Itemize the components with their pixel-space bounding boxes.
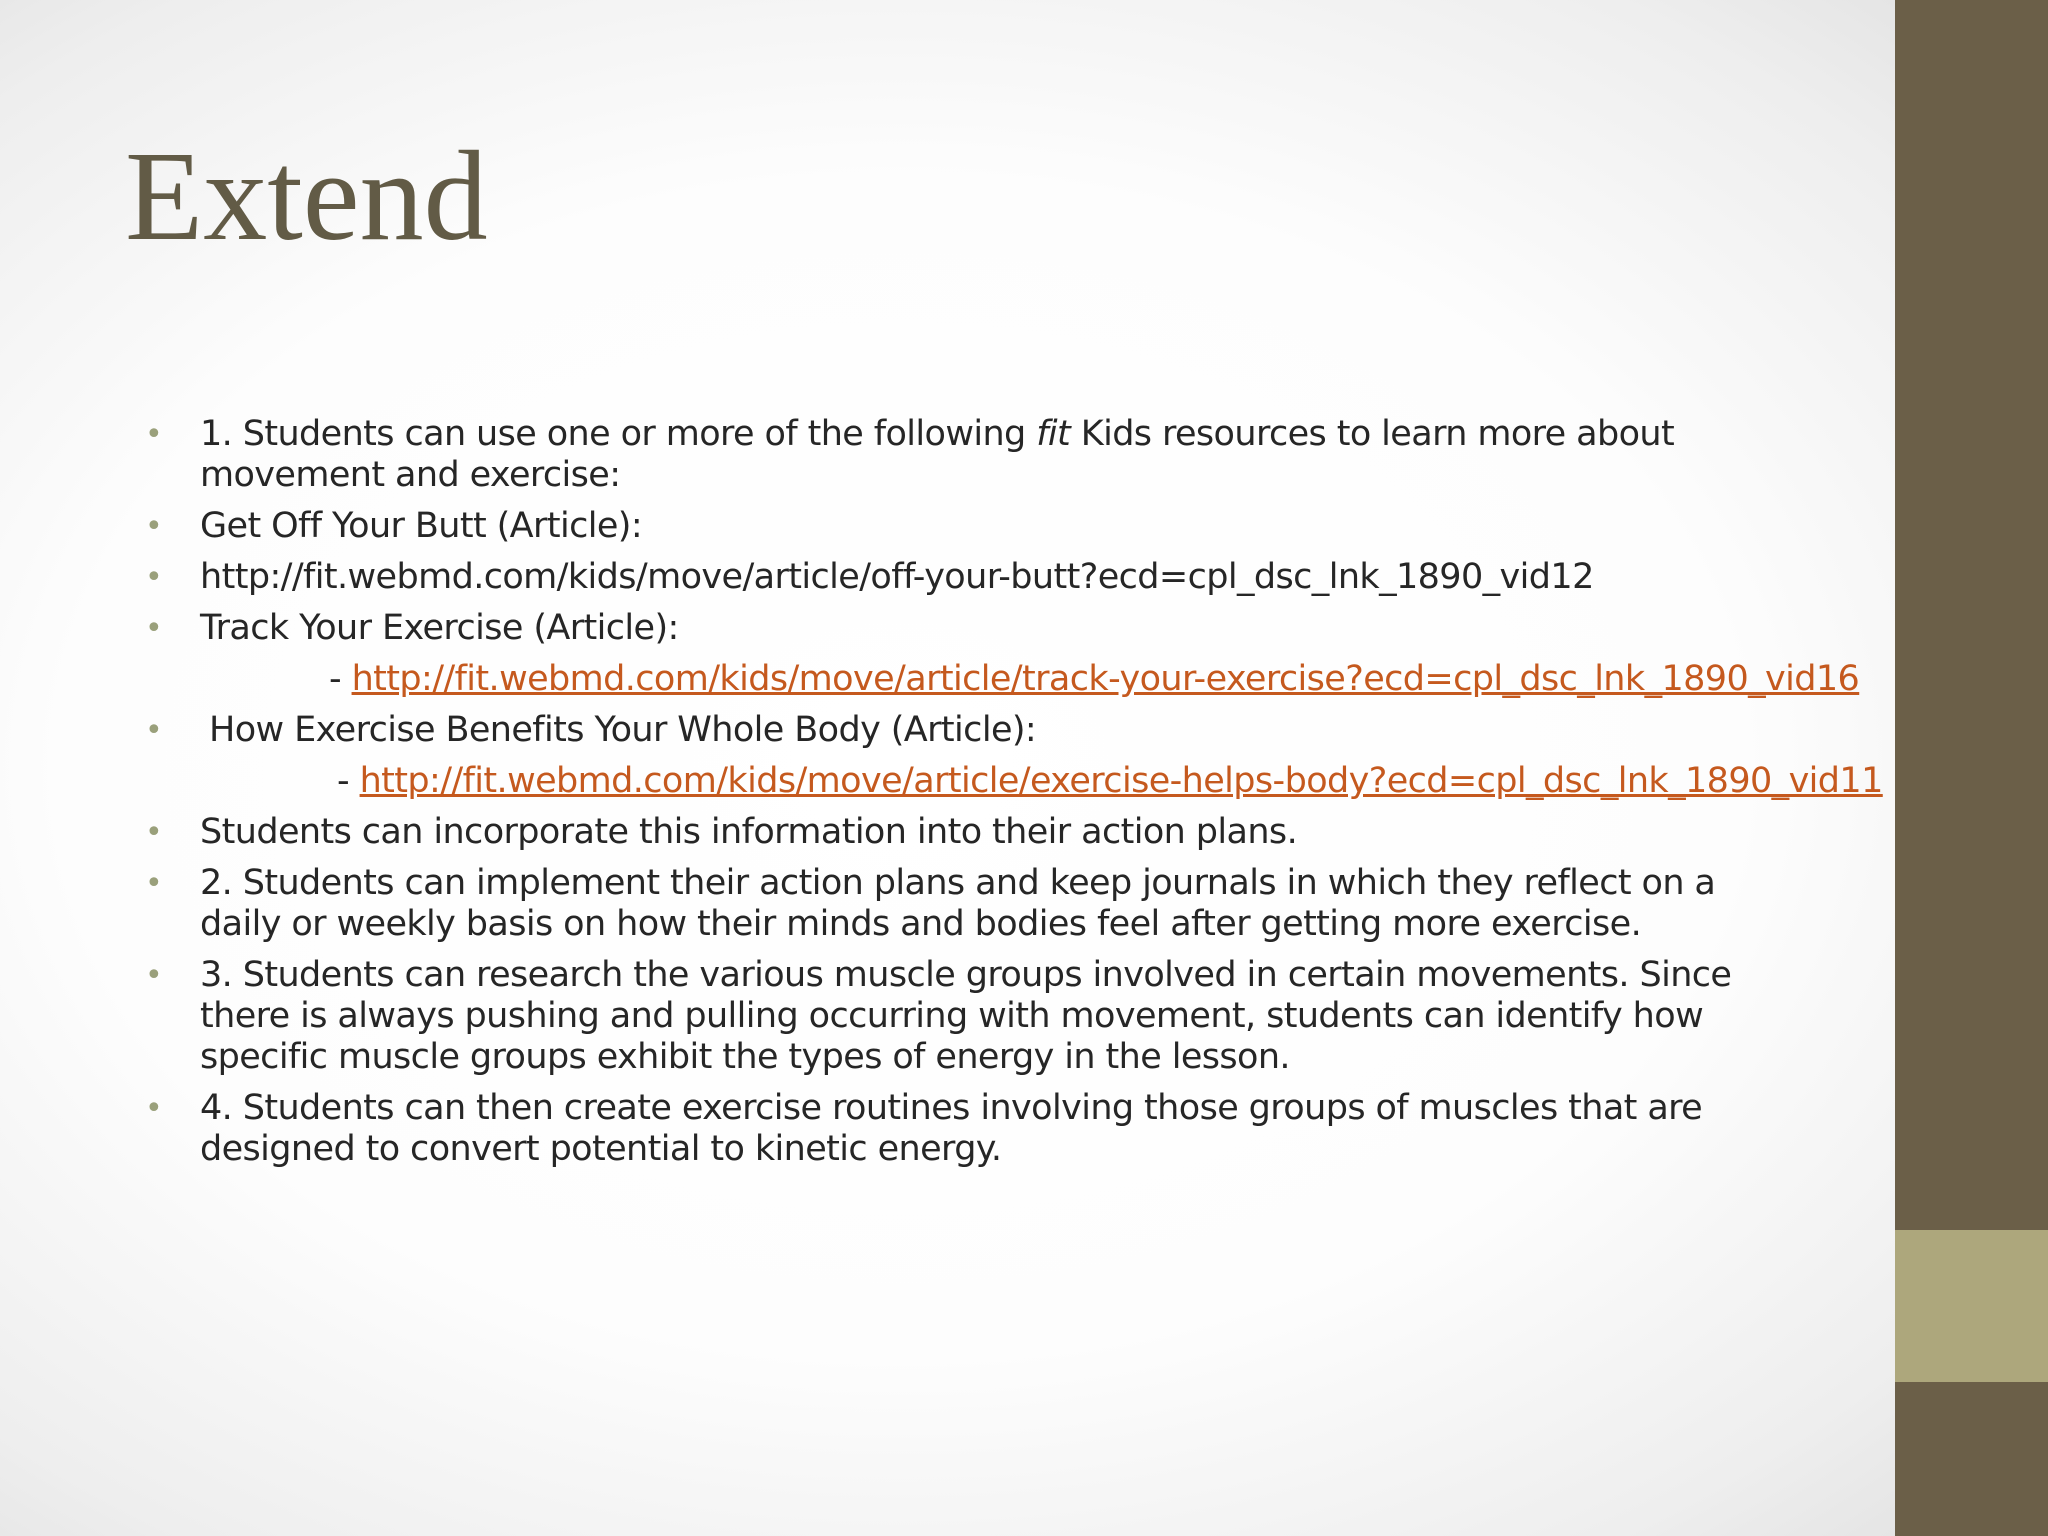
bullet-item [0, 863, 1895, 945]
bullet-icon: • [145, 713, 163, 748]
bullet-item [0, 812, 1895, 853]
item-emphasis: fit [1036, 414, 1071, 454]
item-text: How Exercise Benefits Your Whole Body (Article): [209, 710, 1037, 750]
bullet-icon: • [145, 417, 163, 452]
bullet-item [0, 506, 1895, 547]
item-text: 2. Students can implement their action plans and keep journals in which they reflect on a daily or weekly basis on how their minds and bodies feel after getting more exercise. [200, 863, 1716, 944]
item-text: Kids resources to learn more about movement and exercise: [200, 414, 1675, 495]
link-line [0, 659, 1895, 700]
bullet-icon: • [145, 611, 163, 646]
bullet-item [0, 710, 1895, 751]
link-line [0, 761, 1895, 802]
bullet-item [0, 557, 1895, 598]
item-text: Students can incorporate this information into their action plans. [200, 812, 1298, 852]
item-text: 1. Students can use one or more of the following [200, 414, 1037, 454]
item-text: Get Off Your Butt (Article): [200, 506, 643, 546]
bullet-icon: • [145, 866, 163, 901]
track-exercise-link[interactable]: http://fit.webmd.com/kids/move/article/track-your-exercise?ecd=cpl_dsc_lnk_1890_vid16 [351, 659, 1860, 699]
slide-body [0, 414, 1895, 1180]
link-dash: - [329, 659, 352, 699]
item-text: Track Your Exercise (Article): [200, 608, 679, 648]
slide-title: Extend [125, 125, 488, 267]
bullet-icon: • [145, 560, 163, 595]
bullet-icon: • [145, 1091, 163, 1126]
side-decor-accent [1895, 1230, 2048, 1382]
bullet-item [0, 414, 1895, 496]
bullet-icon: • [145, 509, 163, 544]
bullet-icon: • [145, 958, 163, 993]
bullet-item [0, 955, 1895, 1078]
side-decor-bar [1895, 0, 2048, 1536]
bullet-item [0, 1088, 1895, 1170]
exercise-helps-body-link[interactable]: http://fit.webmd.com/kids/move/article/exercise-helps-body?ecd=cpl_dsc_lnk_1890_vid11 [359, 761, 1883, 801]
link-dash: - [337, 761, 360, 801]
bullet-icon: • [145, 815, 163, 850]
bullet-item [0, 608, 1895, 649]
item-text: http://fit.webmd.com/kids/move/article/off-your-butt?ecd=cpl_dsc_lnk_1890_vid12 [200, 557, 1594, 597]
item-text: 3. Students can research the various muscle groups involved in certain movements. Since there is always pushing and pulling occurring with movement, students can identify how specific muscle groups exhibit the types of energy in the lesson. [200, 955, 1732, 1077]
item-text: 4. Students can then create exercise routines involving those groups of muscles that are designed to convert potential to kinetic energy. [200, 1088, 1703, 1169]
